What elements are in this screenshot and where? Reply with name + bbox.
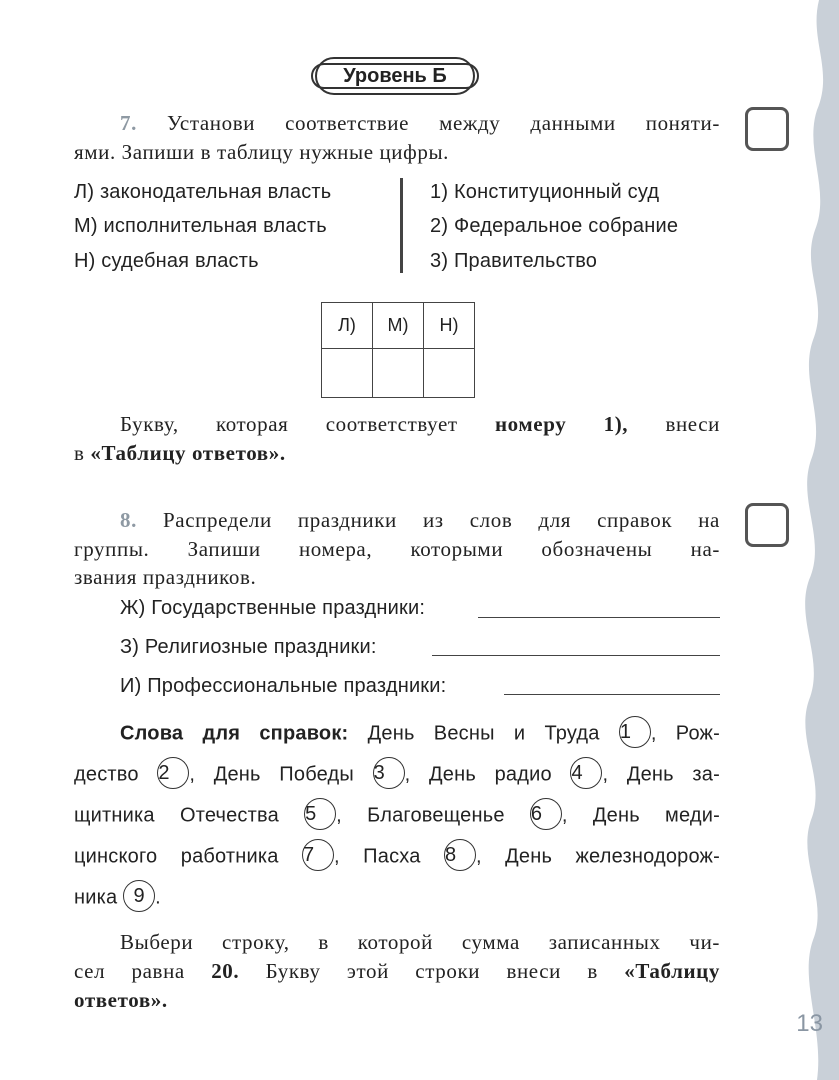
answer-line-state[interactable] [478,617,720,618]
task7-right-2: 2) Федеральное собрание [430,215,679,237]
task8-number: 8. [120,508,137,532]
number-circle-6: 6 [530,798,562,830]
task7-note-line2: в «Таблицу ответов». [74,441,286,465]
page-number: 13 [796,1010,823,1037]
table-header-m: М) [373,303,424,349]
task7-line1: 7. Установи соответствие между данными поняти- [120,111,720,135]
ref-label: Слова для справок: [120,722,349,745]
task7-left-1: Л) законодательная власть [74,181,332,203]
number-circle-2: 2 [157,757,189,789]
task7-right-1: 1) Конституционный суд [430,181,660,203]
score-box-8[interactable] [745,503,789,547]
task8-final-line2: сел равна 20. Букву этой строки внеси в «Таблицу [74,959,720,983]
group-religious: З) Религиозные праздники: [120,636,377,658]
number-circle-4: 4 [570,757,602,789]
answer-line-professional[interactable] [504,694,720,695]
task8-line1: 8. Распредели праздники из слов для справок на [120,508,720,532]
task7-left-3: Н) судебная власть [74,250,259,272]
ref-line-1: Слова для справок: День Весны и Труда 1 , Рож- [120,720,720,748]
task8-final-line1: Выбери строку, в которой сумма записанных чи- [120,930,720,954]
ref-line-2: дество 2 , День Победы 3 , День радио 4 , День за- [74,761,720,789]
task8-final-line3: ответов». [74,988,168,1012]
number-circle-1: 1 [619,716,651,748]
task7-left-2: М) исполнительная власть [74,215,327,237]
column-divider [400,178,403,273]
answer-cell-m[interactable] [373,349,424,398]
task7-right-3: 3) Правительство [430,250,598,272]
task8-line2: группы. Запиши номера, которыми обозначены на- [74,537,720,561]
ref-line-5: ника 9 . [74,884,161,912]
answer-table [321,302,475,398]
task7-note-line1: Букву, которая соответствует номеру 1), внеси [120,412,720,436]
ref-line-3: щитника Отечества 5 , Благовещенье 6 , День меди- [74,802,720,830]
group-professional: И) Профессиональные праздники: [120,675,447,697]
table-header-l: Л) [322,303,373,349]
answer-cell-n[interactable] [424,349,475,398]
answer-cell-l[interactable] [322,349,373,398]
number-circle-3: 3 [373,757,405,789]
number-circle-5: 5 [304,798,336,830]
group-state: Ж) Государственные праздники: [120,597,426,619]
score-box-7[interactable] [745,107,789,151]
number-circle-7: 7 [302,839,334,871]
number-circle-8: 8 [444,839,476,871]
task8-line3: звания праздников. [74,565,257,589]
task7-line2: ями. Запиши в таблицу нужные цифры. [74,140,450,164]
number-circle-9: 9 [123,880,155,912]
ref-line-4: цинского работника 7 , Пасха 8 , День железнодорож- [74,843,720,871]
table-header-n: Н) [424,303,475,349]
level-title: Уровень Б [315,57,475,95]
answer-line-religious[interactable] [432,655,720,656]
task7-number: 7. [120,111,137,135]
